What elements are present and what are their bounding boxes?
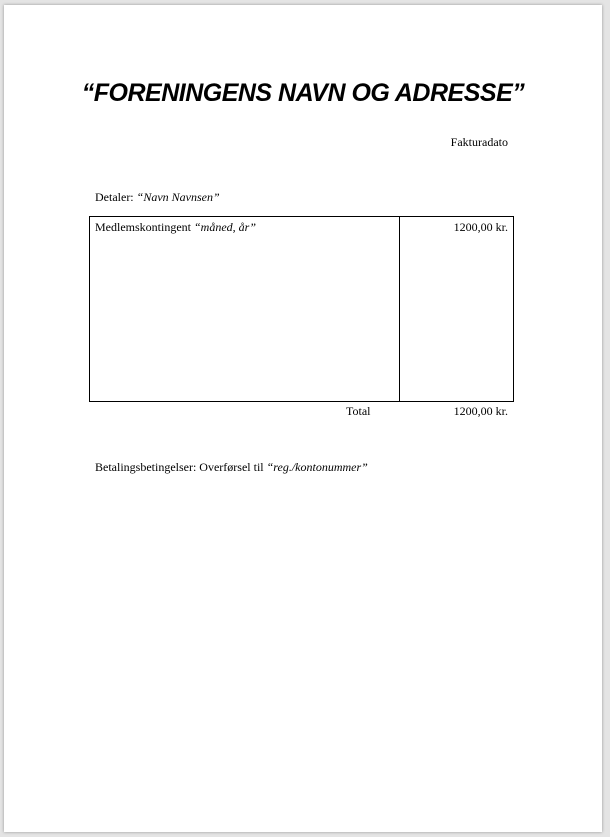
line-item-label: Medlemskontingent	[95, 220, 191, 234]
invoice-date-label: Fakturadato	[450, 135, 508, 149]
document-page	[4, 5, 602, 832]
payment-terms-value: “reg./kontonummer”	[266, 460, 368, 474]
total-amount: 1200,00 kr.	[453, 404, 508, 418]
details-line	[95, 190, 220, 205]
total-label: Total	[346, 404, 371, 418]
line-item-amount: 1200,00 kr.	[453, 220, 508, 234]
details-label: Detaler:	[95, 190, 134, 204]
details-value: “Navn Navnsen”	[136, 190, 220, 204]
payment-terms-label: Betalingsbetingelser: Overførsel til	[95, 460, 264, 474]
line-item-period: “måned, år”	[194, 220, 257, 234]
organization-title: “FORENINGENS NAVN OG ADRESSE”	[81, 79, 525, 107]
invoice-table	[89, 216, 514, 402]
payment-terms	[95, 460, 368, 475]
line-item-description	[95, 220, 256, 235]
table-column-divider	[399, 217, 400, 401]
